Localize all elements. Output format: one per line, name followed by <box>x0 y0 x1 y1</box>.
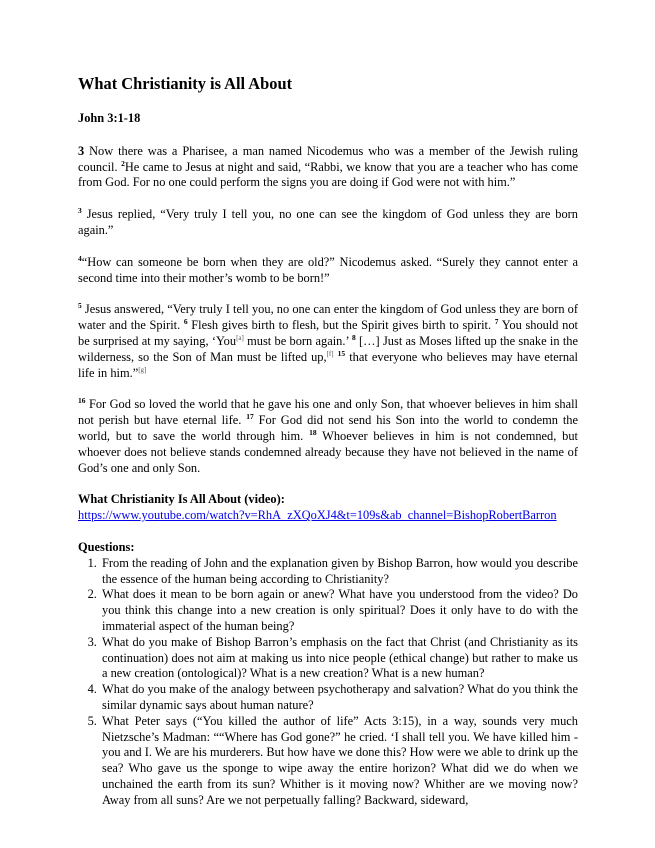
verse-text: Flesh gives birth to flesh, but the Spirit gives birth to spirit. <box>187 318 495 333</box>
passage-paragraph-1 <box>78 144 578 191</box>
verse-number: 4 <box>78 253 82 263</box>
passage-paragraph-5 <box>78 397 578 476</box>
verse-text: Jesus answered, “Very truly I tell you, no one can enter the kingdom of God unless they are born of water and the Spirit. <box>78 302 578 333</box>
document-content <box>78 74 578 808</box>
question-item: 5. What Peter says (“You killed the author of life” Acts 3:15), in a way, sounds very much Nietzsche’s Madman: ““Where has God gone?” he cried. ‘I shall tell you. We have killed him - you and I. We are his murderers. But how have we done this? How were we able to drink up the sea? Who gave us the sponge to wipe away the entire horizon? What did we do when we unchained the earth from its sun? Whither is it moving now? Whither are we moving now? Away from all suns? Are we not perpetually falling? Backward, sideward, <box>100 714 578 809</box>
question-item: 3. What do you make of Bishop Barron’s emphasis on the fact that Christ (and Christianity as its continuation) does not aim at making us into nice people (ethical change) but rather to make us a new creation (ontological)? What is a new creation? What is a new human? <box>100 635 578 682</box>
verse-text: Now there was a Pharisee, a man named Nicodemus who was a member of the Jewish ruling council. <box>78 143 578 174</box>
verse-number: 15 <box>337 348 346 358</box>
verse-text: […] Just as Moses lifted up the snake in the wilderness, so the Son of Man must be lifted up, <box>78 333 578 364</box>
verse-text: Jesus replied, “Very truly I tell you, no one can see the kingdom of God unless they are born again.” <box>78 207 578 237</box>
verse-text: must be born again.’ <box>243 333 352 348</box>
question-item: 4. What do you make of the analogy between psychotherapy and salvation? What do you think the similar dynamic says about human nature? <box>100 682 578 714</box>
video-link[interactable]: https://www.youtube.com/watch?v=RhA_zXQoXJ4&t=109s&ab_channel=BishopRobertBarron <box>78 508 557 523</box>
question-item: 2. What does it mean to be born again or anew? What have you understood from the video? Do you think this change into a new creation is only spiritual? Does it only have to do with the immaterial aspect of the human being? <box>100 587 578 634</box>
verse-number: 16 <box>78 396 86 406</box>
verse-text: You should not be surprised at my saying, ‘You <box>78 318 578 348</box>
video-link-row <box>78 508 578 524</box>
verse-number: 17 <box>246 412 254 422</box>
verse-text: Whoever believes in him is not condemned, but whoever does not believe stands condemned already because they have not believed in the name of God’s one and only Son. <box>78 428 578 475</box>
footnote-marker[interactable]: [a] <box>236 333 244 342</box>
verse-number: 7 <box>494 317 499 327</box>
footnote-marker[interactable]: [f] <box>326 349 334 358</box>
verse-text: For God did not send his Son into the world to condemn the world, but to save the world through him. <box>78 413 578 443</box>
verse-number: 6 <box>183 317 188 327</box>
verse-number: 3 <box>78 206 82 216</box>
verse-text: For God so loved the world that he gave his one and only Son, that whoever believes in him shall not perish but have eternal life. <box>78 397 578 428</box>
questions-list <box>78 556 578 809</box>
verse-number: 18 <box>309 427 317 437</box>
passage-paragraph-2 <box>78 207 578 239</box>
document-title: What Christianity is All About <box>78 74 293 93</box>
questions-heading: Questions: <box>78 539 135 554</box>
passage-paragraph-4 <box>78 302 578 381</box>
video-heading: What Christianity Is All About (video): <box>78 492 285 507</box>
verse-number: 5 <box>78 301 82 311</box>
question-item: 1. From the reading of John and the explanation given by Bishop Barron, how would you describe the essence of the human being according to Christianity? <box>100 556 578 588</box>
verse-number: 2 <box>121 158 125 168</box>
verse-text: He came to Jesus at night and said, “Rabbi, we know that you are a teacher who has come from God. For no one could perform the signs you are doing if God were not with him.” <box>78 159 578 190</box>
verse-text: that everyone who believes may have eternal life in him.” <box>78 349 578 380</box>
verse-number: 8 <box>351 332 356 342</box>
scripture-reference: John 3:1-18 <box>78 111 141 125</box>
verse-text: “How can someone be born when they are old?” Nicodemus asked. “Surely they cannot enter a second time into their mother’s womb to be born!” <box>78 254 578 285</box>
passage-paragraph-3 <box>78 255 578 287</box>
footnote-marker[interactable]: [g] <box>138 365 147 374</box>
verse-number: 3 <box>78 143 85 158</box>
